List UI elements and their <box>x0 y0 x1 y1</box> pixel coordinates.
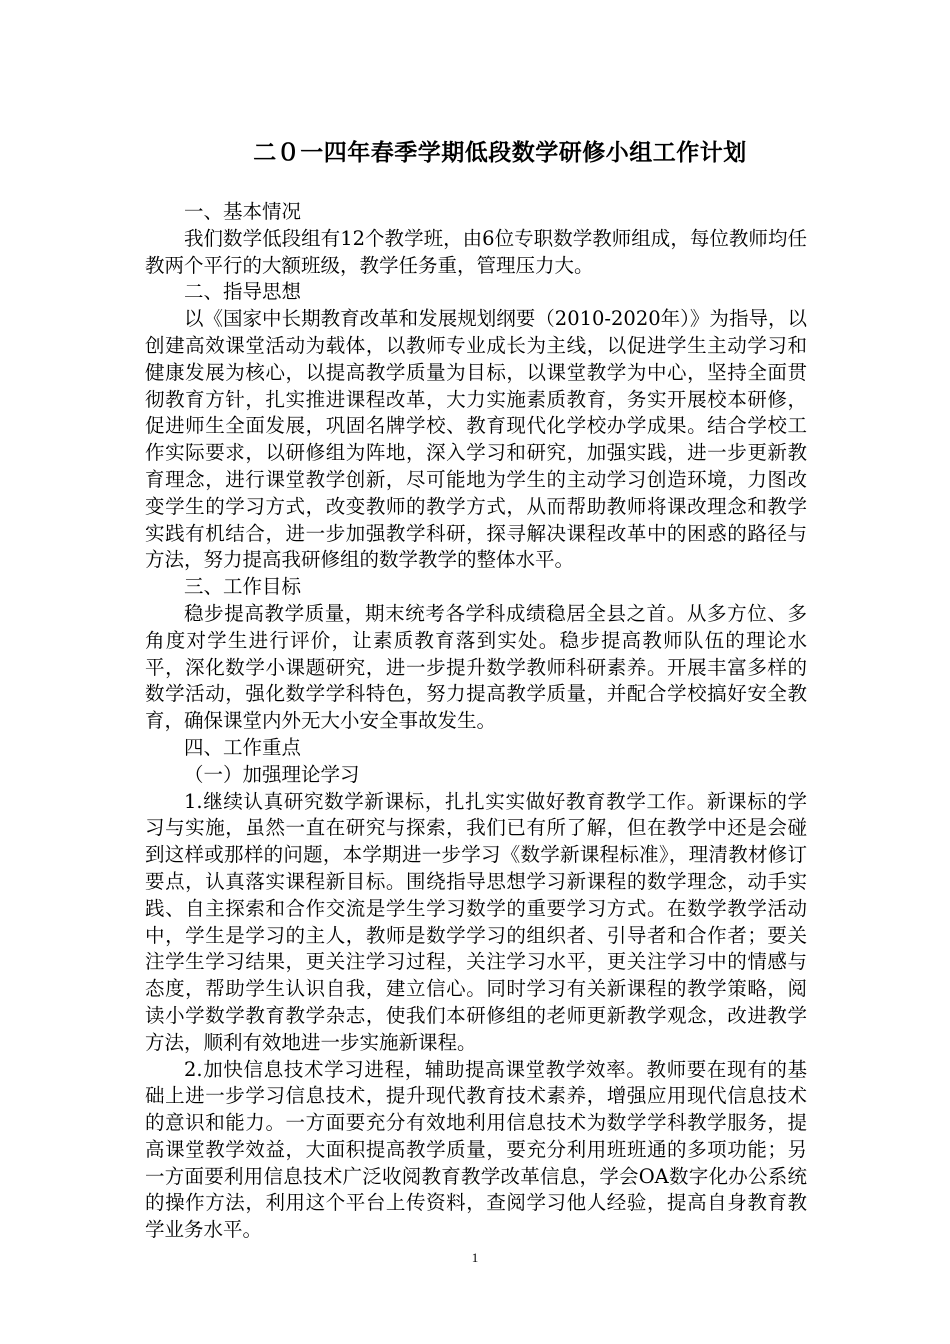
page-number: 1 <box>471 1250 479 1265</box>
paragraph: 稳步提高教学质量，期末统考各学科成绩稳居全县之首。从多方位、多角度对学生进行评价，让素质教育落到实处。稳步提高教师队伍的理论水平，深化数学小课题研究，进一步提升数学教师科研素养。开展丰富多样的数学活动，强化数学学科特色，努力提高教学质量，并配合学校搞好安全教育，确保课堂内外无大小安全事故发生。 <box>145 601 807 733</box>
section-heading: 二、指导思想 <box>184 280 302 304</box>
document-body <box>145 199 807 1244</box>
paragraph: 我们数学低段组有12个教学班，由6位专职数学教师组成，每位教师均任教两个平行的大额班级，教学任务重，管理压力大。 <box>145 226 807 277</box>
paragraph: 2.加快信息技术学习进程，辅助提高课堂教学效率。教师要在现有的基础上进一步学习信息技术，提升现代教育技术素养，增强应用现代信息技术的意识和能力。一方面要充分有效地利用信息技术为数学学科教学服务，提高课堂教学效益，大面积提高教学质量，要充分利用班班通的多项功能；另一方面要利用信息技术广泛收阅教育教学改革信息，学会OA数字化办公系统的操作方法，利用这个平台上传资料，查阅学习他人经验，提高自身教育教学业务水平。 <box>145 1057 807 1242</box>
section-heading: 四、工作重点 <box>184 735 302 759</box>
section-heading: 一、基本情况 <box>184 200 302 223</box>
document-title: 二０一四年春季学期低段数学研修小组工作计划 <box>253 139 747 166</box>
paragraph: 以《国家中长期教育改革和发展规划纲要（2010-2020年）》为指导，以创建高效课堂活动为载体，以教师专业成长为主线，以促进学生主动学习和健康发展为核心，以提高教学质量为目标，以课堂教学为中心，坚持全面贯彻教育方针，扎实推进课程改革，大力实施素质教育，务实开展校本研修，促进师生全面发展，巩固名牌学校、教育现代化学校办学成果。结合学校工作实际要求，以研修组为阵地，深入学习和研究，加强实践，进一步更新教育理念，进行课堂教学创新，尽可能地为学生的主动学习创造环境，力图改变学生的学习方式，改变教师的教学方式，从而帮助教师将课改理念和教学实践有机结合，进一步加强教学科研，探寻解决课程改革中的困惑的路径与方法，努力提高我研修组的数学教学的整体水平。 <box>145 307 807 572</box>
subsection-heading: （一）加强理论学习 <box>184 762 360 786</box>
section-heading: 三、工作目标 <box>184 575 302 599</box>
paragraph: 1.继续认真研究数学新课标，扎扎实实做好教育教学工作。新课标的学习与实施，虽然一直在研究与探索，我们已有所了解，但在教学中还是会碰到这样或那样的问题，本学期进一步学习《数学新课程标准》，理清教材修订要点，认真落实课程新目标。围绕指导思想学习新课程的数学理念，动手实践、自主探索和合作交流是学生学习数学的重要学习方式。在数学教学活动中，学生是学习的主人，教师是数学学习的组织者、引导者和合作者；要关注学生学习结果，更关注学习过程，关注学习水平，更关注学习中的情感与态度，帮助学生认识自我，建立信心。同时学习有关新课程的教学策略，阅读小学数学教育教学杂志，使我们本研修组的老师更新教学观念，改进教学方法，顺利有效地进一步实施新课程。 <box>145 789 807 1054</box>
